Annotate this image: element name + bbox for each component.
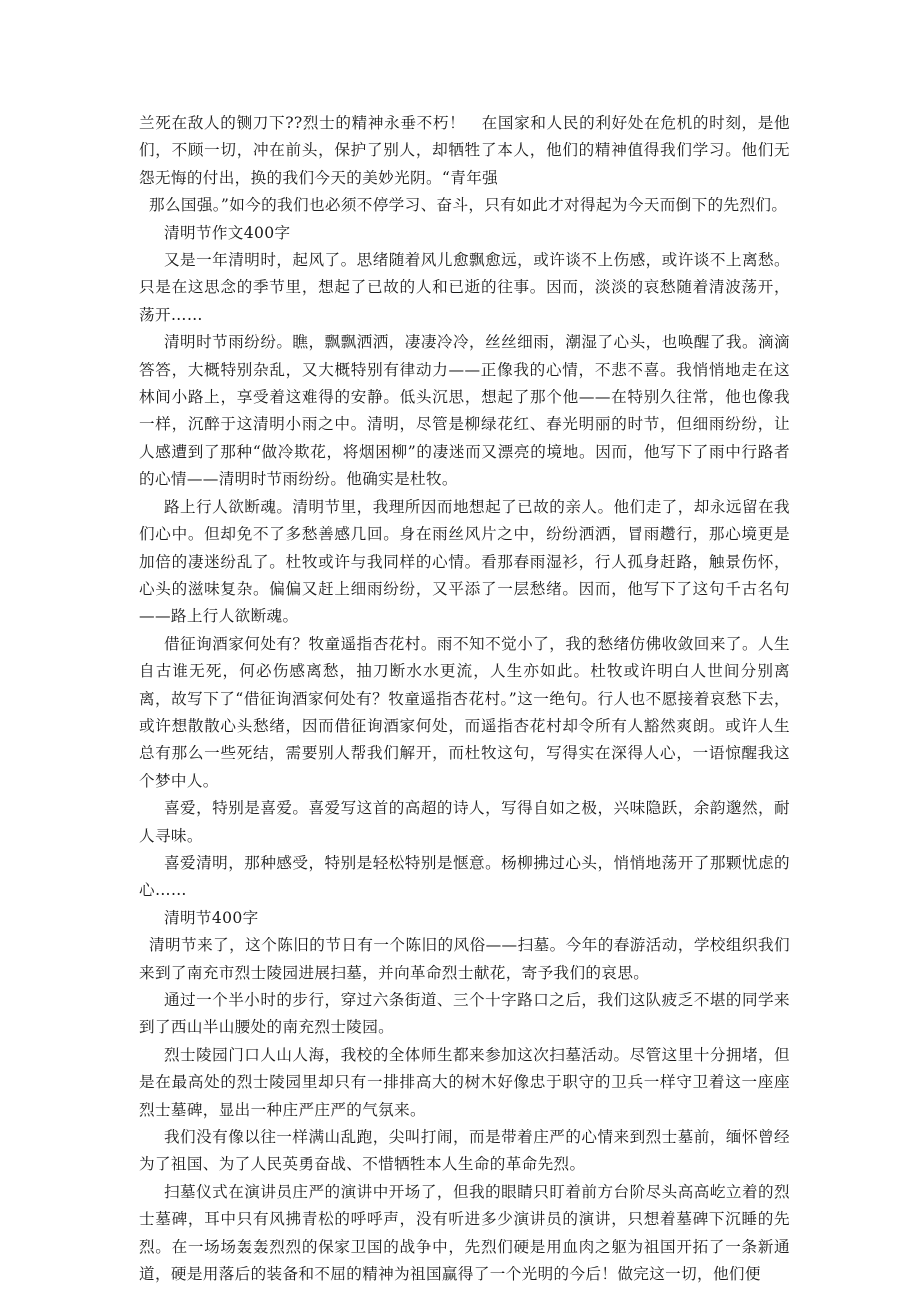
- paragraph: 烈士陵园门口人山人海，我校的全体师生都来参加这次扫墓活动。尽管这里十分拥堵，但是在最高处的烈士陵园里却只有一排排高大的树木好像忠于职守的卫兵一样守卫着这一座座烈士墓碑，显出一种庄严庄严的气氛来。: [139, 1045, 790, 1119]
- paragraph: 扫墓仪式在演讲员庄严的演讲中开场了，但我的眼睛只盯着前方台阶尽头高高屹立着的烈士墓碑，耳中只有风拂青松的呼呼声，没有听进多少演讲员的演讲，只想着墓碑下沉睡的先烈。在一场场轰轰烈烈的保家卫国的战争中，先烈们硬是用血肉之躯为祖国开拓了一条新通道，硬是用落后的装备和不屈的精神为祖国赢得了一个光明的今后！做完这一切，他们便: [139, 1182, 790, 1284]
- paragraph: 我们没有像以往一样满山乱跑，尖叫打闹，而是带着庄严的心情来到烈士墓前，缅怀曾经为了祖国、为了人民英勇奋战、不惜牺牲本人生命的革命先烈。: [139, 1128, 790, 1174]
- paragraph: 清明时节雨纷纷。瞧，飘飘洒洒，凄凄冷冷，丝丝细雨，潮湿了心头，也唤醒了我。滴滴答答，大概特别杂乱，又大概特别有律动力——正像我的心情，不悲不喜。我悄悄地走在这林间小路上，享受着这难得的安静。低头沉思，想起了那个他——在特别久往常，他也像我一样，沉醉于这清明小雨之中。清明，尽管是柳绿花红、春光明丽的时节，但细雨纷纷，让人感遭到了那种“做冷欺花，将烟困柳”的凄迷而又漂亮的境地。因而，他写下了雨中行路者的心情——清明时节雨纷纷。他确实是杜牧。: [139, 333, 790, 489]
- paragraph: 那么国强。”如今的我们也必须不停学习、奋斗，只有如此才对得起为今天而倒下的先烈们。: [149, 196, 788, 215]
- paragraph: 通过一个半小时的步行，穿过六条街道、三个十字路口之后，我们这队疲乏不堪的同学来到了西山半山腰处的南充烈士陵园。: [139, 991, 790, 1037]
- paragraph: 喜爱，特别是喜爱。喜爱写这首的高超的诗人，写得自如之极，兴味隐跃，余韵邈然，耐人寻味。: [139, 799, 790, 845]
- paragraph: 兰死在敌人的铡刀下??烈士的精神永垂不朽！ 在国家和人民的利好处在危机的时刻，是他们，不顾一切，冲在前头，保护了别人，却牺牲了本人，他们的精神值得我们学习。他们无怨无悔的付出，换的我们今天的美妙光阴。“青年强: [139, 114, 790, 187]
- paragraph: 清明节来了，这个陈旧的节日有一个陈旧的风俗——扫墓。今年的春游活动，学校组织我们来到了南充市烈士陵园进展扫墓，并向革命烈士献花，寄予我们的哀思。: [139, 936, 790, 982]
- paragraph: 喜爱清明，那种感受，特别是轻松特别是惬意。杨柳拂过心头，悄悄地荡开了那颗忧虑的心……: [139, 853, 790, 900]
- paragraph: 借征询酒家何处有？牧童遥指杏花村。雨不知不觉小了，我的愁绪仿佛收敛回来了。人生自古谁无死，何必伤感离愁，抽刀断水水更流，人生亦如此。杜牧或许明白人世间分别离离，故写下了“借征询酒家何处有？牧童遥指杏花村。”这一绝句。行人也不愿接着哀愁下去，或许想散散心头愁绪，因而借征询酒家何处，而遥指杏花村却令所有人豁然爽朗。或许人生总有那么一些死结，需要别人帮我们解开，而杜牧这句，写得实在深得人心，一语惊醒我这个梦中人。: [139, 634, 790, 790]
- paragraph: 又是一年清明时，起风了。思绪随着风儿愈飘愈远，或许谈不上伤感，或许谈不上离愁。只是在这思念的季节里，想起了已故的人和已逝的往事。因而，淡淡的哀愁随着清波荡开，荡开……: [139, 251, 790, 324]
- paragraph: 路上行人欲断魂。清明节里，我理所因而地想起了已故的亲人。他们走了，却永远留在我们心中。但却免不了多愁善感几回。身在雨丝风片之中，纷纷洒洒，冒雨趱行，那心境更是加倍的凄迷纷乱了。杜牧或许与我同样的心情。看那春雨湿衫，行人孤身赶路，触景伤怀，心头的滋味复杂。偏偏又赶上细雨纷纷，又平添了一层愁绪。因而，他写下了这句千古名句——路上行人欲断魂。: [139, 497, 790, 626]
- section-title: 清明节400字: [164, 908, 259, 927]
- section-title: 清明节作文400字: [164, 223, 291, 242]
